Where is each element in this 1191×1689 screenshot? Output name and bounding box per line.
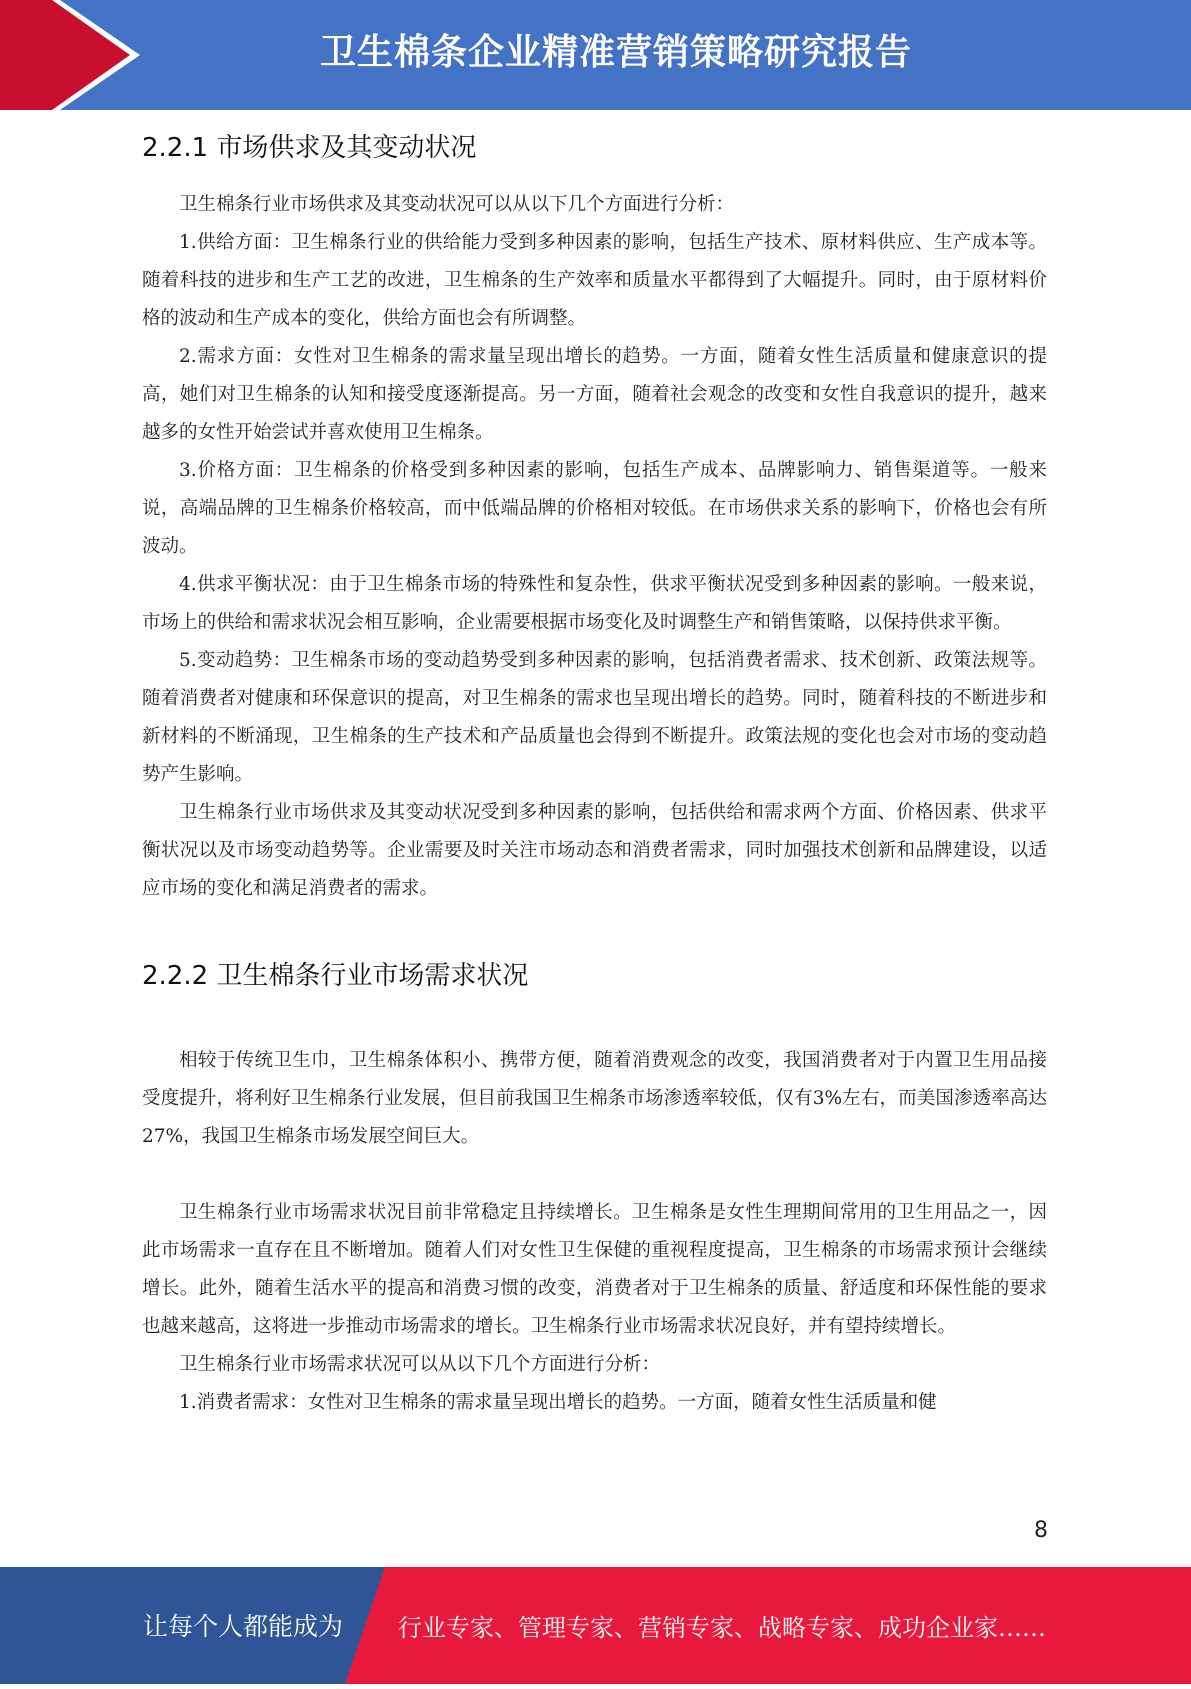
page-header [0, 0, 1191, 110]
section-heading-2-2-1: 2.2.1 市场供求及其变动状况 [142, 133, 477, 163]
footer-slogan-left: 让每个人都能成为 [143, 1612, 344, 1641]
page-footer [0, 1567, 1191, 1684]
paragraph: 卫生棉条行业市场供求及其变动状况受到多种因素的影响，包括供给和需求两个方面、价格因素、供求平衡状况以及市场变动趋势等。企业需要及时关注市场动态和消费者需求，同时加强技术创新和品牌建设，以适应市场的变化和满足消费者的需求。 [142, 802, 1047, 899]
paragraph: 3.价格方面：卫生棉条的价格受到多种因素的影响，包括生产成本、品牌影响力、销售渠道等。一般来说，高端品牌的卫生棉条价格较高，而中低端品牌的价格相对较低。在市场供求关系的影响下，价格也会有所波动。 [142, 460, 1047, 557]
paragraph: 5.变动趋势：卫生棉条市场的变动趋势受到多种因素的影响，包括消费者需求、技术创新、政策法规等。随着消费者对健康和环保意识的提高，对卫生棉条的需求也呈现出增长的趋势。同时，随着科技的不断进步和新材料的不断涌现，卫生棉条的生产技术和产品质量也会得到不断提升。政策法规的变化也会对市场的变动趋势产生影响。 [142, 650, 1047, 785]
header-arrow-decoration [0, 0, 150, 110]
section-heading-2-2-2: 2.2.2 卫生棉条行业市场需求状况 [142, 961, 529, 991]
page-number: 8 [1034, 1518, 1048, 1543]
paragraph: 卫生棉条行业市场需求状况可以从以下几个方面进行分析： [179, 1354, 661, 1375]
report-title: 卫生棉条企业精准营销策略研究报告 [320, 32, 913, 73]
spacer [142, 998, 1047, 1042]
document-body [142, 128, 1047, 1422]
paragraph: 相较于传统卫生巾，卫生棉条体积小、携带方便，随着消费观念的改变，我国消费者对于内置卫生用品接受度提升，将利好卫生棉条行业发展，但目前我国卫生棉条市场渗透率较低，仅有3%左右，而美国渗透率高达27%，我国卫生棉条市场发展空间巨大。 [142, 1050, 1047, 1147]
footer-slogan-right: 行业专家、管理专家、营销专家、战略专家、成功企业家…… [398, 1614, 1046, 1642]
paragraph: 2.需求方面：女性对卫生棉条的需求量呈现出增长的趋势。一方面，随着女性生活质量和健康意识的提高，她们对卫生棉条的认知和接受度逐渐提高。另一方面，随着社会观念的改变和女性自我意识的提升，越来越多的女性开始尝试并喜欢使用卫生棉条。 [142, 346, 1047, 443]
spacer [142, 1156, 1047, 1194]
paragraph: 1.供给方面：卫生棉条行业的供给能力受到多种因素的影响，包括生产技术、原材料供应、生产成本等。随着科技的进步和生产工艺的改进，卫生棉条的生产效率和质量水平都得到了大幅提升。同时，由于原材料价格的波动和生产成本的变化，供给方面也会有所调整。 [142, 232, 1047, 329]
paragraph: 卫生棉条行业市场供求及其变动状况可以从以下几个方面进行分析： [179, 194, 735, 215]
paragraph: 4.供求平衡状况：由于卫生棉条市场的特殊性和复杂性，供求平衡状况受到多种因素的影响。一般来说，市场上的供给和需求状况会相互影响，企业需要根据市场变化及时调整生产和销售策略，以保持供求平衡。 [142, 574, 1047, 633]
paragraph: 卫生棉条行业市场需求状况目前非常稳定且持续增长。卫生棉条是女性生理期间常用的卫生用品之一，因此市场需求一直存在且不断增加。随着人们对女性卫生保健的重视程度提高，卫生棉条的市场需求预计会继续增长。此外，随着生活水平的提高和消费习惯的改变，消费者对于卫生棉条的质量、舒适度和环保性能的要求也越来越高，这将进一步推动市场需求的增长。卫生棉条行业市场需求状况良好，并有望持续增长。 [142, 1202, 1047, 1337]
paragraph: 1.消费者需求：女性对卫生棉条的需求量呈现出增长的趋势。一方面，随着女性生活质量和健 [179, 1392, 937, 1413]
